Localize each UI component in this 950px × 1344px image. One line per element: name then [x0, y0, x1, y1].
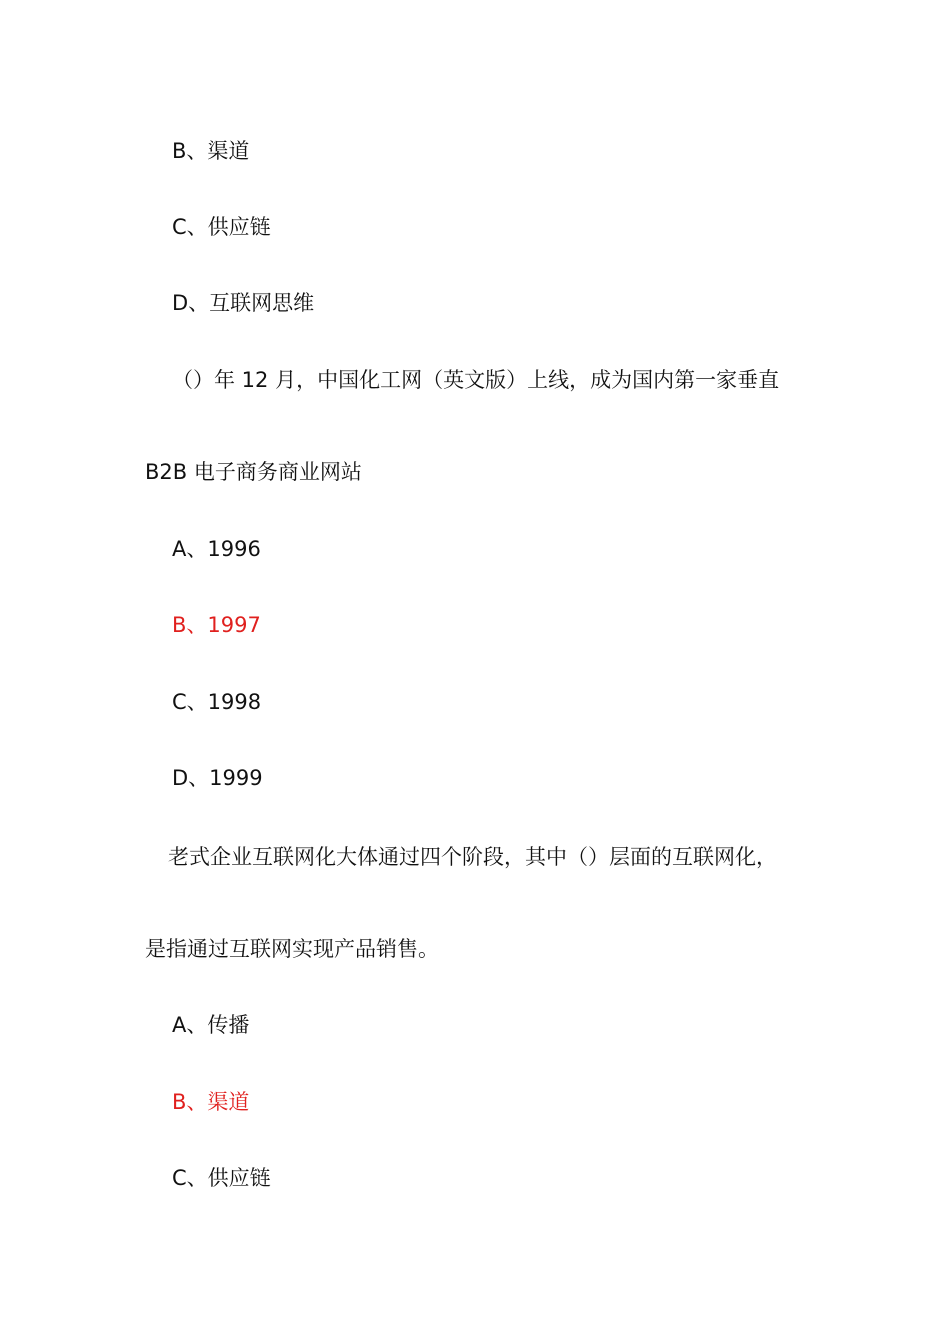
option-text: B、渠道: [172, 139, 250, 163]
question-text: 老式企业互联网化大体通过四个阶段，其中（）层面的互联网化，: [168, 845, 777, 869]
question-text-continued: 是指通过互联网实现产品销售。: [145, 937, 439, 961]
option-text: C、供应链: [172, 215, 271, 239]
correct-option-text: B、1997: [172, 613, 261, 637]
option-text: A、传播: [172, 1013, 250, 1037]
correct-option-text: B、渠道: [172, 1090, 250, 1114]
option-text: D、1999: [172, 766, 263, 790]
option-text: C、供应链: [172, 1166, 271, 1190]
option-text: C、1998: [172, 690, 262, 714]
question-text-continued: B2B 电子商务商业网站: [145, 460, 362, 484]
option-text: A、1996: [172, 537, 261, 561]
option-text: D、互联网思维: [172, 291, 315, 315]
question-text: （）年 12 月，中国化工网（英文版）上线，成为国内第一家垂直: [172, 368, 780, 392]
